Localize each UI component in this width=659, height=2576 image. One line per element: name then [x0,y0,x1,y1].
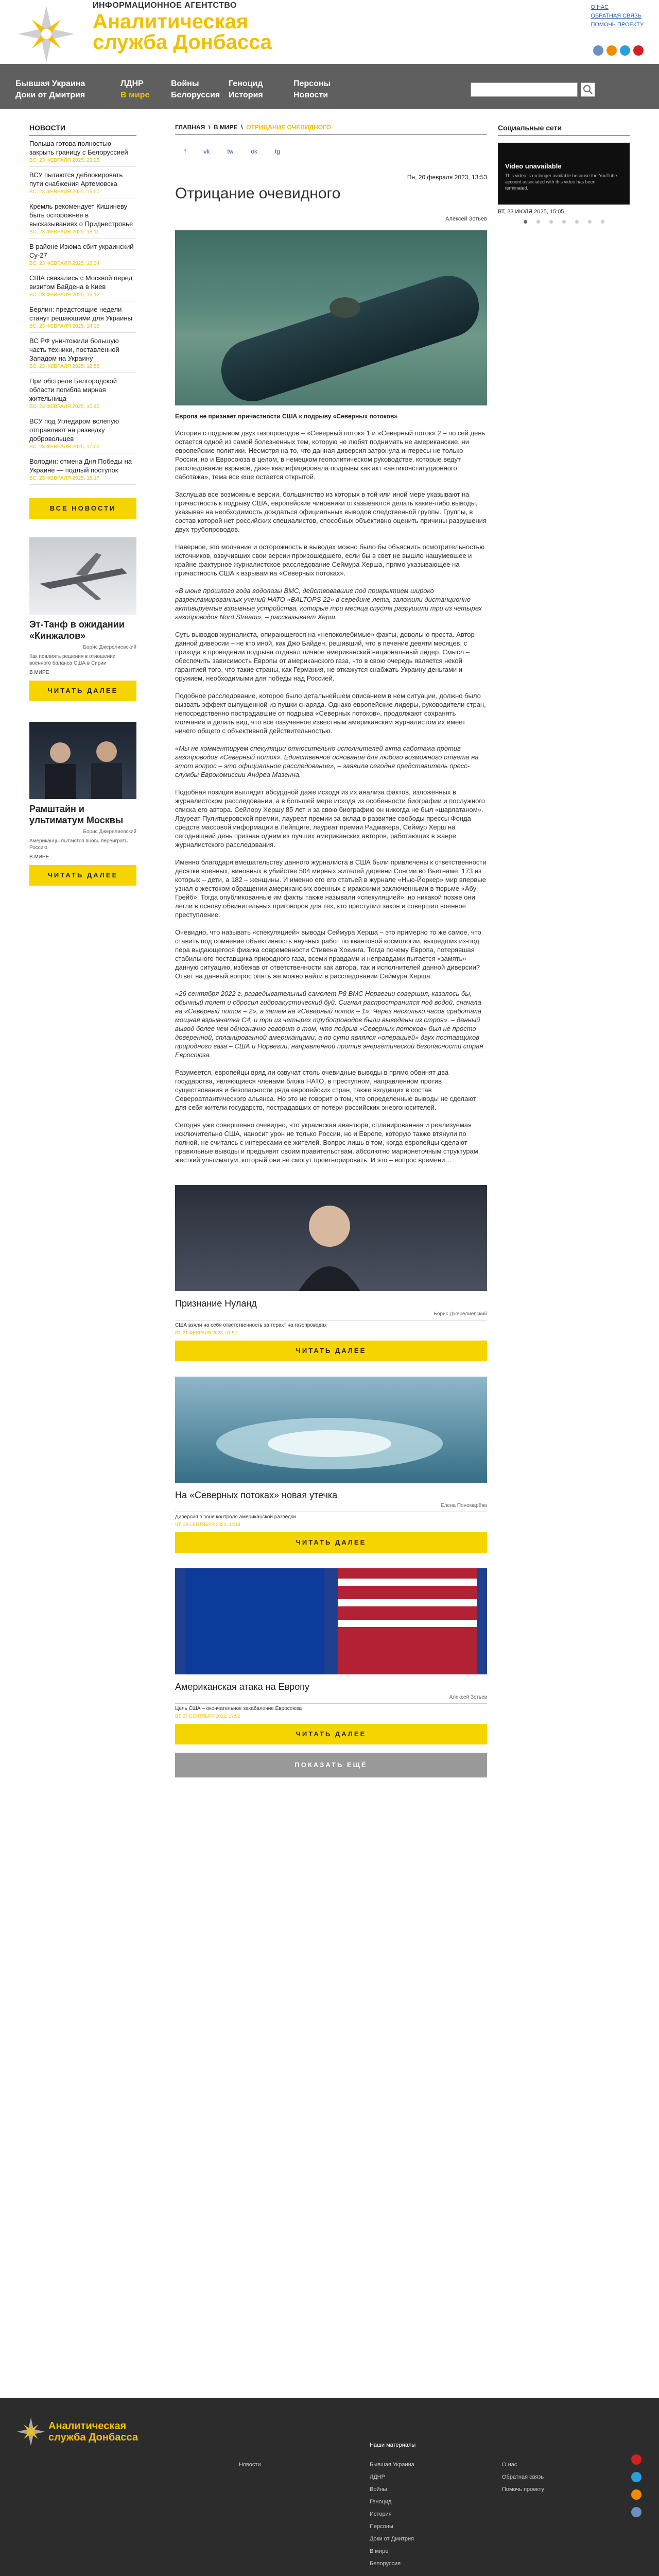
side-card-1 [29,537,136,701]
news-date: ВС, 23 ФЕВРАЛЯ 2025, 10:45 [29,404,100,410]
carousel-dots [498,220,630,224]
related-1 [175,1185,487,1361]
nav-docs[interactable]: Доки от Дмитрия [15,91,85,99]
footer-brand[interactable] [48,2420,138,2443]
news-title[interactable]: Берлин: предстоящие недели станут решающими для Украины [29,306,132,322]
footer-donate-link[interactable]: Помочь проекту [502,2486,544,2493]
news-item[interactable] [29,373,136,413]
show-more-button[interactable]: ПОКАЗАТЬ ЕЩЁ [175,1753,487,1777]
news-date: ВС, 23 ФЕВРАЛЯ 2025, 16:34 [29,261,100,266]
nav-col-1 [15,78,85,101]
related-date: ВТ, 21 ФЕВРАЛЯ 2023, 01:52 [175,1330,237,1335]
related-image[interactable] [175,1377,487,1483]
carousel-dot[interactable] [601,220,604,224]
logo-star-icon[interactable] [15,3,77,65]
article-paragraph: «26 сентября 2022 г. разведывательный самолет P8 ВМС Норвегии совершил, казалось бы, обычный полет и сбросил гидроакустический буй. Сигнал распространился под водой, сначала на «Северный поток – 2», а затем на «Северный поток – 1». Через несколько часов сработала мощная взрывчатка C4, и три из четырех трубопроводов были выведены из строя». – данный вывод более чем однозначно говорит о том, что подрыв «Северных потоков» был не просто доверенной, спланированной американцами, а по сути являлся «операцией» двух поставщиков природного газа – США и Норвегии, направленной против энергетической безопасности стран Евросоюза. [175,990,483,1059]
news-title[interactable]: ВС РФ уничтожили большую часть техники, поставленной Западом на Украину [29,337,119,362]
news-title[interactable]: Володин: отмена Дня Победы на Украине — подлый поступок [29,457,132,474]
news-item[interactable] [29,198,136,239]
article-paragraph: «Мы не комментируем спекуляции относительно исполнителей акта саботажа против газопроводов «Северный поток». Единственное основание для любого возможного ответа на этот вопрос – это официальное расследование», – заявила сегодня представитель пресс-службы Еврокомиссии Андреа Мазенна. [175,744,479,778]
news-item[interactable] [29,167,136,198]
news-title[interactable]: ВСУ пытаются деблокировать пути снабжения Артемовска [29,171,123,188]
side-card-caption: Американцы пытаются вновь переиграть Россию [29,838,128,851]
side-card-author: Борис Джерелиевский [83,829,136,835]
leak-image [175,1377,487,1483]
article-paragraph: «В июне прошлого года водолазы ВМС, действовавшие под прикрытием широко разрекламированных учений НАТО «BALTOPS 22» в середине лета, заложили дистанционно активируемые взрывные устройства, которые три месяца спустя разрушили три из четырех газопроводов Nord Stream», – рассказывает Херш. [175,587,482,621]
carousel-dot[interactable] [524,220,527,224]
news-date: ВС, 23 ФЕВРАЛЯ 2025, 23:25 [29,158,100,163]
related-title[interactable]: Американская атака на Европу [175,1682,309,1692]
site-header [0,0,659,64]
nav-col-2 [120,78,149,101]
related-author: Борис Джерелиевский [433,1311,487,1317]
read-more-button[interactable]: ЧИТАТЬ ДАЛЕЕ [29,865,136,886]
nav-ldnr[interactable]: ЛДНР [120,79,144,88]
related-3 [175,1568,487,1744]
article-paragraph: Заслушав все возможные версии, большинство из которых в той или иной мере указывают на причастность к подрыву США, европейские чиновники отказываются делать какие-либо выводы, указывая на необходимость дождаться официальных выводов следственной группы. Группы, в состав которой нет российских специалистов, способных объективно оценить причины разрушения двух трубопроводов. [175,490,487,533]
side-card-caption: Как повлиять решения в отношении военного баланса США в Сирии [29,654,116,666]
nav-col-5 [293,78,331,101]
ok-share-icon[interactable]: ok [251,147,258,155]
nav-genocide[interactable]: Геноцид [229,79,263,88]
hero-caption: Европа не признает причастности США к подрыву «Северных потоков» [175,413,398,420]
nav-news[interactable]: Новости [293,91,328,99]
video-date: ВТ, 23 ИЮЛЯ 2025, 15:05 [498,209,564,215]
brand-name[interactable] [93,11,272,53]
side-card-section[interactable]: В МИРЕ [29,854,49,860]
footer-feedback-link[interactable]: Обратная связь [502,2474,544,2480]
nav-col-4 [229,78,263,101]
article-paragraph: Очевидно, что называть «спекуляцией» выводы Сеймура Херша – это примерно то же самое, что ставить под сомнение объективность научных работ по квантовой космологии, вышедших из-под пера выдающегося физика современности Стивена Хокинга. Тогда почему Европа, потерявшая стабильного поставщика природного газа, всеми правдами и неправдами пытается «замять» данную ситуацию, избежав от ответственности как автора, так и исполнителей данной диверсии? Ответ на данный вопрос опять же можно найти в расследовании Сеймура Херша. [175,928,481,980]
news-date: ВС, 23 ФЕВРАЛЯ 2025, 12:58 [29,364,100,369]
carousel-dot[interactable] [536,220,540,224]
article-date: Пн, 20 февраля 2023, 13:53 [407,174,487,181]
related-date: ЧТ, 29 СЕНТЯБРЯ 2022, 14:14 [175,1522,241,1527]
article-paragraph: Сегодня уже совершенно очевидно, что украинская авантюра, спланированная и реализуемая исключительно США, наносит урон не только России, но и Европе, которую также втянули по полной, не считаясь с интересами ее жителей. Вопрос лишь в том, когда европейцы сделают правильные выводы и предъявят своим правительствам, абсолютно марионеточным структурам, жесткий ультиматум, который они не смогут проигнорировать. И это – вопрос времени… [175,1121,480,1164]
video-title: Video unavailable [505,162,562,170]
related-title[interactable]: На «Северных потоках» новая утечка [175,1490,338,1500]
article-paragraph: Именно благодаря вмешательству данного журналиста в США были привлечены к ответственности десятки военных, виновных в убийстве 504 мирных жителей деревни Сонгми во Вьетнаме, 173 из которых – дети, а 182 – женщины. И именно его его статьей в журнале «Нью-Йоркер» мир впервые узнал о жестоком обращении американских военных с иракскими заключенными в тюрьме «Абу-Грейб». Тогда опубликованные им факты также называли «спекуляцией», но никакой позже они легли в основу обвинительных приговоров для тех, кто преступил закон и совершил военное преступление. [175,858,487,919]
article-paragraph: Суть выводов журналиста, опирающегося на «непоколебимые» факты, довольно проста. Автор данной диверсии – не кто иной, как Джо Байден, решивший, что в печение девяти месяцев, с прихода в проведении подрыва отдавал личное американский национальный лидер. Смысл – обеспечить зависимость Европы от американского газа, что в свою очередь является некой гарантией того, что такие страны, как Германия, не откажутся снабжать Украину деньгами и оружием, необходимыми для победы над Россией. [175,631,475,682]
search-icon [581,83,595,96]
twitter-share-icon[interactable]: tw [227,147,234,155]
breadcrumb-section[interactable]: В МИРЕ [213,124,238,131]
news-item[interactable] [29,135,136,167]
donate-link[interactable]: ПОМОЧЬ ПРОЕКТУ [591,22,644,28]
news-item[interactable] [29,413,136,453]
nav-wars[interactable]: Войны [171,79,199,88]
telegram-icon[interactable] [631,2472,641,2482]
hero-image [175,230,487,405]
footer-materials-heading: Наши материалы [370,2442,416,2448]
news-date: ВС, 23 ФЕВРАЛЯ 2025, 15:17 [29,476,100,481]
news-item[interactable] [29,270,136,301]
brand-tagline: ИНФОРМАЦИОННОЕ АГЕНТСТВО [93,1,237,10]
telegram-share-icon[interactable]: tg [275,147,281,155]
side-card-image[interactable] [29,537,136,615]
read-more-button[interactable]: ЧИТАТЬ ДАЛЕЕ [29,681,136,701]
footer-section-link[interactable]: ЛДНР [370,2474,385,2480]
news-title[interactable]: В районе Изюма сбит украинский Су-27 [29,243,134,259]
pipeline-shape [213,268,487,405]
related-caption: Цель США – окончательное закабаление Евросоюза [175,1703,487,1711]
related-caption: Диверсия в зоне контроля американской разведки [175,1512,487,1520]
feedback-link[interactable]: ОБРАТНАЯ СВЯЗЬ [591,13,642,19]
nuland-image [175,1185,487,1291]
officials-image [29,722,136,799]
brand-line-2: служба Донбасса [93,31,272,54]
side-card-title[interactable]: Рамштайн и ультиматум Москвы [29,804,124,825]
read-more-button[interactable]: ЧИТАТЬ ДАЛЕЕ [175,1532,487,1553]
footer-section-link[interactable]: История [370,2511,392,2517]
vk-icon[interactable] [631,2507,641,2517]
footer-brand-2: служба Донбасса [48,2432,138,2443]
main-nav [0,64,659,109]
nav-former-ukraine[interactable]: Бывшая Украина [15,79,85,88]
carousel-dot[interactable] [562,220,566,224]
all-news-button[interactable]: ВСЕ НОВОСТИ [29,498,136,519]
breadcrumb-current: ОТРИЦАНИЕ ОЧЕВИДНОГО [246,124,332,131]
article-column [175,124,487,1777]
footer-col-1 [239,2459,261,2471]
flags-image [175,1568,487,1674]
side-card-section[interactable]: В МИРЕ [29,670,49,675]
news-title[interactable]: США связались с Москвой перед визитом Байдена в Киев [29,274,133,291]
youtube-icon[interactable] [633,45,644,56]
article-paragraph: Подобное расследование, которое было детальнейшем описанием в нем ситуации, должно было вызвать эффект выпущенной из пушки снаряда. Однако европейские лидеры, руководители стран, непосредственно пострадавшие от подрыва «Северных потоков», продолжают сохранять молчание и делать вид, что все озвученное известным американским журналистом их имеет ничего общего с объективной действительностью. [175,692,486,735]
search-button[interactable] [581,82,595,97]
carousel-dot[interactable] [588,220,592,224]
related-date: ВТ, 27 СЕНТЯБРЯ 2022, 17:52 [175,1714,240,1719]
video-message: This video is no longer available because the YouTube account associated with this video has been terminated. [505,173,617,191]
footer-col-2 [370,2459,414,2570]
news-title[interactable]: Кремль рекомендует Кишиневу быть осторожнее в высказываниях о Приднестровье [29,202,133,228]
vk-share-icon[interactable]: vk [203,147,210,155]
site-footer [0,2398,659,2576]
diver-shape [330,297,360,318]
related-caption: США взяли на себя ответственность за теракт на газопроводах [175,1320,487,1328]
footer-logo-icon[interactable] [15,2416,46,2447]
ok-icon[interactable] [631,2489,641,2500]
video-embed[interactable] [498,143,630,205]
related-image[interactable] [175,1185,487,1291]
ok-icon[interactable] [606,45,617,56]
share-bar [175,144,487,159]
news-date: ВС, 23 ФЕВРАЛЯ 2025, 18:11 [29,229,99,235]
news-item[interactable] [29,239,136,270]
article-paragraph: История с подрывом двух газопроводов – «Северный поток» 1 и «Северный поток» 2 – по сей день остается одной из самой болезненных тем, которую не любят поднимать не американские, ни европейские политики. Несмотря на то, что данная диверсия затронула интересы не только России, но и Евросоюза в целом, в немецком геополитическом руководстве, которые ведут расследование взрывов, даже квалифицировала подрывы как акт «антиконституционного саботажа», тема все еще остается открытой. [175,429,485,481]
nav-col-3 [171,78,220,101]
telegram-icon[interactable] [620,45,630,56]
read-more-button[interactable]: ЧИТАТЬ ДАЛЕЕ [175,1724,487,1744]
footer-section-link[interactable]: Войны [370,2486,387,2493]
related-title[interactable]: Признание Нуланд [175,1298,257,1309]
article-paragraph: Наверное, это молчание и осторожность в выводах можно было бы объяснить осмотрительностью источников, озвучивших свои версии произошедшего, если бы в свет не вышло нашумевшее и крайне фактурное журналистское расследование Сеймура Херша, прямо указывающее на причастность США к взрывам на «Северных потоках». [175,543,485,577]
youtube-icon[interactable] [631,2454,641,2465]
carousel-dot[interactable] [549,220,553,224]
related-2 [175,1377,487,1553]
news-date: ВС, 23 ФЕВРАЛЯ 2025, 19:50 [29,189,100,195]
social-heading: Социальные сети [498,124,630,135]
search-input[interactable] [471,82,578,97]
footer-col-3 [502,2459,544,2496]
carousel-dot[interactable] [575,220,579,224]
nav-persons[interactable]: Персоны [293,79,331,88]
news-heading: НОВОСТИ [29,124,136,135]
footer-social-icons [631,2454,641,2517]
news-title[interactable]: При обстреле Белгородской области погибла мирная жительница [29,377,117,402]
side-card-title[interactable]: Эт-Танф в ожидании «Кинжалов» [29,619,125,641]
social-icons [593,45,644,56]
page-title: Отрицание очевидного [175,185,341,202]
left-column [29,124,136,886]
footer-about-link[interactable]: О нас [502,2462,517,2468]
main-area [0,109,659,2443]
side-card-2 [29,722,136,886]
top-links [591,3,644,29]
news-date: ВС, 23 ФЕВРАЛЯ 2025, 17:02 [29,444,100,450]
article-paragraph: Разумеется, европейцы вряд ли озвучат столь очевидные выводы в прямо обвинят два государства, являющиеся членами блока НАТО, в преступном, направленном против существования и безопасности ряда европейских стран, также входящих в состав Североатлантического альянса. Но это не говорит о том, что определенные выводы не сделают для себя жители государств, пострадавших от потери российских энергоносителей. [175,1069,476,1111]
news-date: ВС, 23 ФЕВРАЛЯ 2025, 14:25 [29,324,100,329]
article-author[interactable]: Алексей Зотьев [445,216,487,222]
nav-belarus[interactable]: Белоруссия [171,91,220,99]
footer-section-link[interactable]: В мире [370,2548,389,2554]
footer-section-link[interactable]: Геноцид [370,2499,392,2505]
footer-section-link[interactable]: Бывшая Украина [370,2462,414,2468]
news-item[interactable] [29,453,136,485]
news-list [29,135,136,485]
related-author: Елена Пономарёва [440,1503,487,1509]
right-column [498,124,630,224]
news-title[interactable]: Польша готова полностью закрыть границу с Белоруссией [29,140,128,156]
side-card-image[interactable] [29,722,136,799]
breadcrumb-home[interactable]: ГЛАВНАЯ [175,124,205,131]
article-body [175,429,487,1164]
footer-section-link[interactable]: Доки от Дмитрия [370,2536,414,2542]
related-author: Алексей Зотьев [449,1694,487,1700]
article-paragraph: Подобная позиция выглядит абсурдной даже исходя из их анализа фактов, изложенных в журналистском расследовании, а в большей мере исходя из особенности биографии и послужного списка его автора. Сейлору Хершу 85 лет и за свою биографию он никогда не был «шарлатаном». Лауреат Пулитцеровской премии, лауреат премии за вклад в развитие свободы прессы Фонда средств массовой информации в Лейпциге, лауреат премии Радмакера, Сеймур Херш на сегодняшний день признан одним из лучших американских авторов, работающих в жанре журналистского расследования. [175,788,485,849]
news-item[interactable] [29,301,136,333]
vk-icon[interactable] [593,45,603,56]
facebook-share-icon[interactable]: f [184,147,186,155]
side-card-author: Борис Джерелиевский [83,645,136,650]
read-more-button[interactable]: ЧИТАТЬ ДАЛЕЕ [175,1341,487,1361]
about-link[interactable]: О НАС [591,4,609,10]
breadcrumb: ГЛАВНАЯ \ В МИРЕ \ ОТРИЦАНИЕ ОЧЕВИДНОГО [175,124,487,134]
footer-section-link[interactable]: Персоны [370,2523,393,2530]
nav-history[interactable]: История [229,91,263,99]
brand-line-1: Аналитическая [93,10,249,33]
related-image[interactable] [175,1568,487,1674]
footer-section-link[interactable]: Белоруссия [370,2561,401,2567]
nav-world[interactable]: В мире [120,91,150,99]
news-date: ВС, 23 ФЕВРАЛЯ 2025, 15:12 [29,292,100,298]
footer-brand-1: Аналитическая [48,2420,127,2432]
news-title[interactable]: ВСУ под Угледаром вслепую отправляют на разведку добровольцев [29,417,119,443]
footer-news-link[interactable]: Новости [239,2462,261,2468]
news-item[interactable] [29,333,136,373]
jet-image [29,537,136,615]
